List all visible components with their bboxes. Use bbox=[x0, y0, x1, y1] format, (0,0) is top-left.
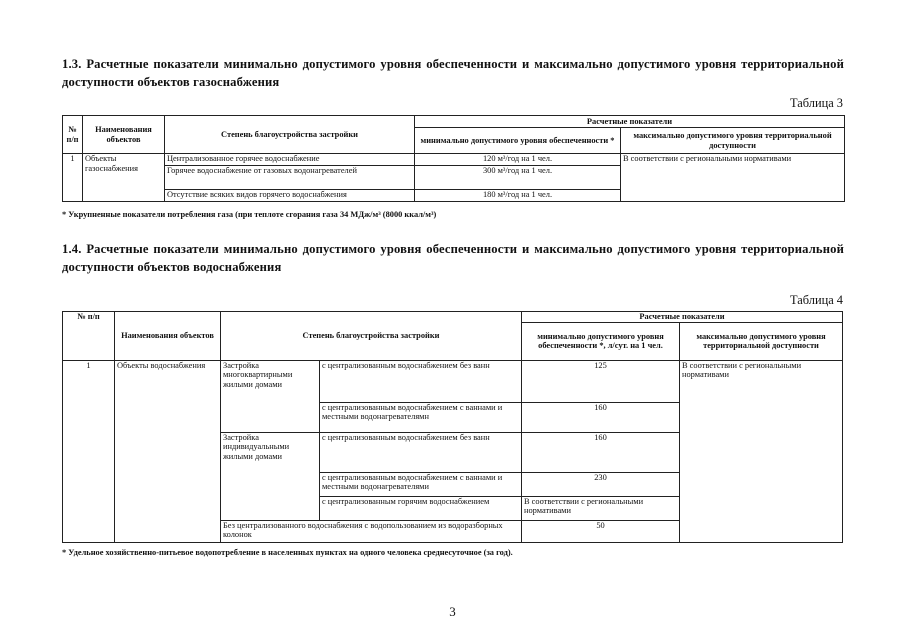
page-number: 3 bbox=[449, 604, 456, 619]
table-3-row-num: 1 bbox=[63, 154, 83, 202]
table-3-value-3: 180 м³/год на 1 чел. bbox=[415, 190, 621, 202]
table-3-degree-3: Отсутствие всяких видов горячего водоснабжения bbox=[165, 190, 415, 202]
table-4-header-calc: Расчетные показатели bbox=[522, 312, 843, 323]
table-3 bbox=[62, 115, 845, 202]
table-3-degree-2: Горячее водоснабжение от газовых водонагревателей bbox=[165, 166, 415, 190]
table-4-value-last: 50 bbox=[522, 520, 680, 542]
table-4-row-name: Объекты водоснабжения bbox=[115, 360, 221, 542]
section-1-4-heading: 1.4. Расчетные показатели минимально допустимого уровня обеспеченности и максимально допустимого уровня территориальной доступности объектов водоснабжения bbox=[62, 242, 844, 274]
table-3-header-min: минимально допустимого уровня обеспеченности * bbox=[415, 128, 621, 154]
table-4-group-2: Застройка индивидуальными жилыми домами bbox=[221, 432, 320, 520]
table-4-degree-5: с централизованным горячим водоснабжением bbox=[320, 496, 522, 520]
table-3-row-name: Объекты газоснабжения bbox=[83, 154, 165, 202]
table-4-header-name: Наименования объектов bbox=[115, 312, 221, 361]
table-4-group-1: Застройка многоквартирными жилыми домами bbox=[221, 360, 320, 432]
table-4-header-degree: Степень благоустройства застройки bbox=[221, 312, 522, 361]
table-3-header-num: № п/п bbox=[63, 116, 83, 154]
table-4-caption: Таблица 4 bbox=[790, 293, 843, 307]
table-4-degree-4: с централизованным водоснабжением с ваннами и местными водонагревателями bbox=[320, 472, 522, 496]
table-4-footnote: * Удельное хозяйственно-питьевое водопотребление в населенных пунктах на одного человека среднесуточное (за год). bbox=[62, 548, 513, 557]
table-4-row-num: 1 bbox=[63, 360, 115, 542]
table-row bbox=[63, 154, 845, 166]
table-4-degree-last: Без централизованного водоснабжения с водопользованием из водоразборных колонок bbox=[221, 520, 522, 542]
table-3-header-max: максимально допустимого уровня территориальной доступности bbox=[621, 128, 845, 154]
table-4-row-max: В соответствии с региональными нормативами bbox=[680, 360, 843, 542]
table-3-row-max: В соответствии с региональными нормативами bbox=[621, 154, 845, 202]
table-4-degree-1: с централизованным водоснабжением без ванн bbox=[320, 360, 522, 402]
table-4 bbox=[62, 311, 843, 543]
table-3-value-2: 300 м³/год на 1 чел. bbox=[415, 166, 621, 190]
table-3-header-calc: Расчетные показатели bbox=[415, 116, 845, 128]
table-3-header-name: Наименования объектов bbox=[83, 116, 165, 154]
table-3-caption: Таблица 3 bbox=[790, 96, 843, 110]
table-4-value-5: В соответствии с региональными нормативами bbox=[522, 496, 680, 520]
table-4-degree-2: с централизованным водоснабжением с ваннами и местными водонагревателямн bbox=[320, 402, 522, 432]
table-4-value-1: 125 bbox=[522, 360, 680, 402]
table-4-header-max: максимально допустимого уровня территориальной доступности bbox=[680, 322, 843, 360]
table-row bbox=[63, 360, 843, 402]
table-4-value-2: 160 bbox=[522, 402, 680, 432]
section-1-3-heading: 1.3. Расчетные показатели минимально допустимого уровня обеспеченности и максимально допустимого уровня территориальной доступности объектов газоснабжения bbox=[62, 57, 844, 89]
table-4-header-num: № п/п bbox=[63, 312, 115, 361]
table-3-degree-1: Централизованное горячее водоснабжение bbox=[165, 154, 415, 166]
table-4-header-min: минимально допустимого уровня обеспеченности *, л/сут. на 1 чел. bbox=[522, 322, 680, 360]
table-3-value-1: 120 м³/год на 1 чел. bbox=[415, 154, 621, 166]
table-4-value-3: 160 bbox=[522, 432, 680, 472]
table-3-header-degree: Степень благоустройства застройки bbox=[165, 116, 415, 154]
table-4-value-4: 230 bbox=[522, 472, 680, 496]
table-4-degree-3: с централизованным водоснабжением без ванн bbox=[320, 432, 522, 472]
table-3-footnote: * Укрупненные показатели потребления газа (при теплоте сгорания газа 34 МДж/м³ (8000 ккал/м³) bbox=[62, 210, 437, 219]
